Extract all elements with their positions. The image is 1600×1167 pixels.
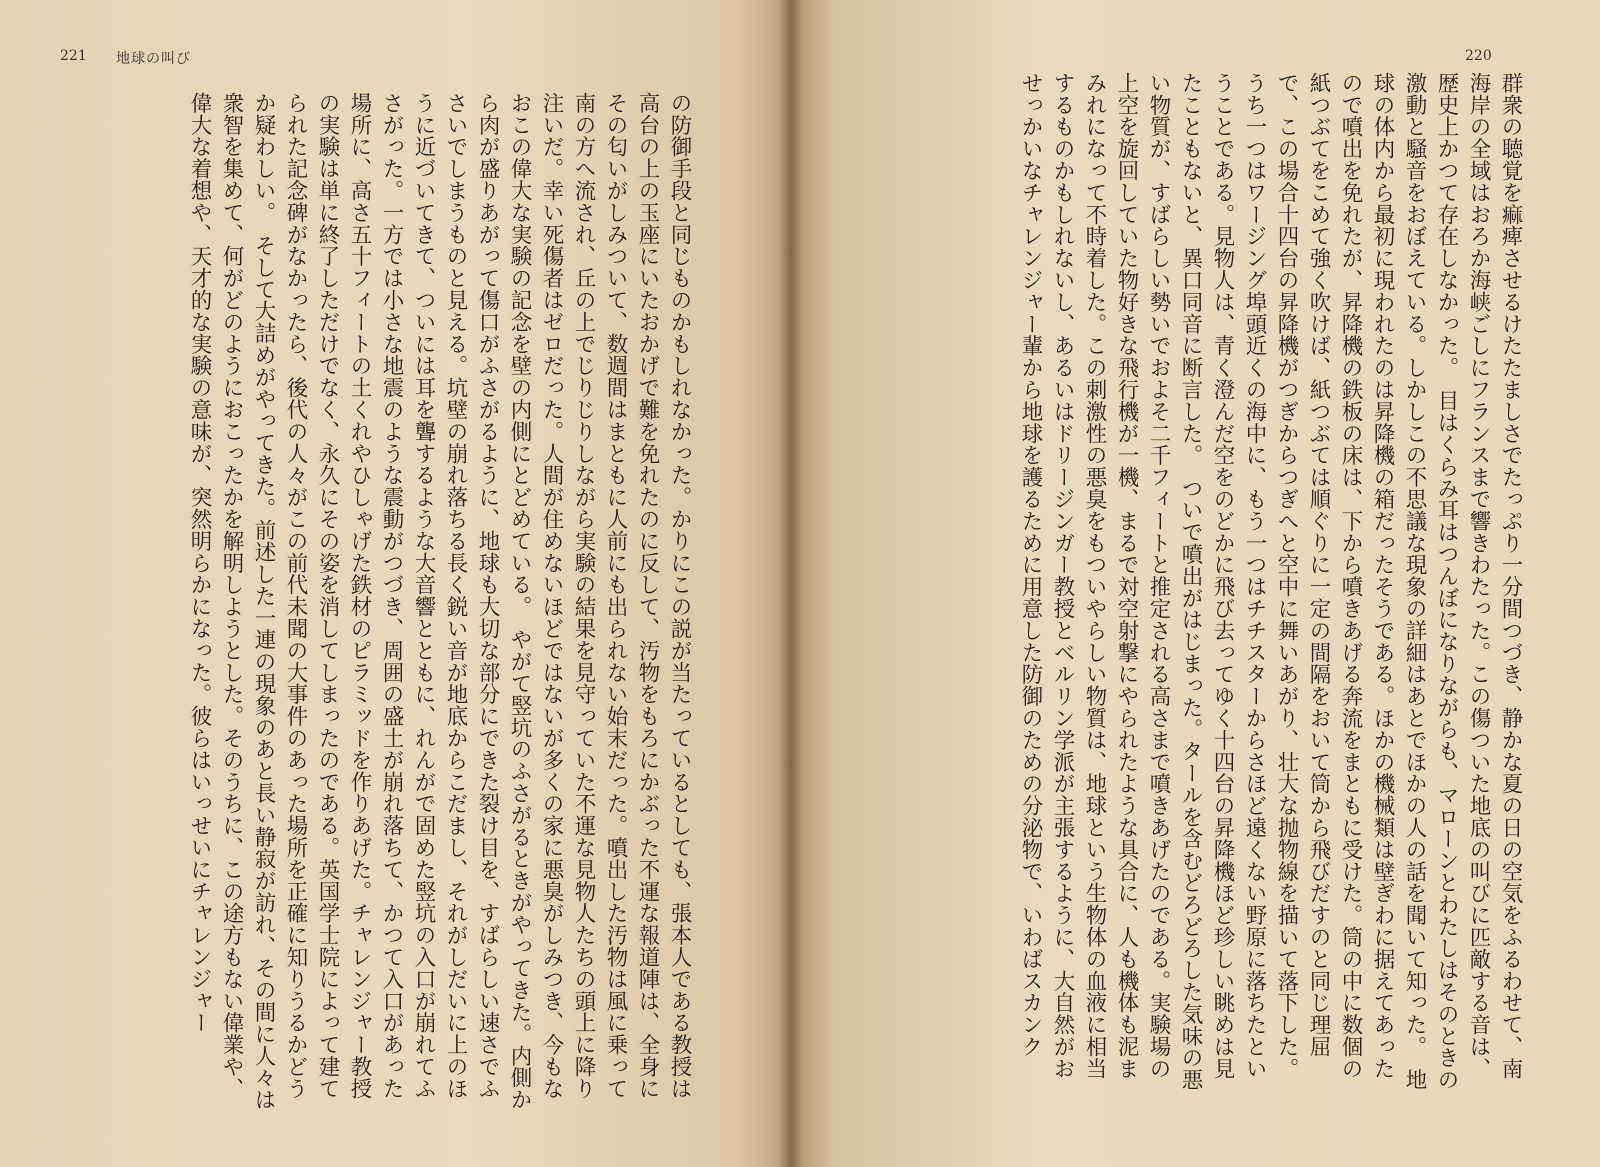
running-title: 地球の叫び <box>116 51 191 67</box>
right-body-text: 群衆の聴覚を痲痺させるけたたましさでたっぷり一分間つづき、静かな夏の日の空気をふるわせて、南海岸の全域はおろか海峡ごしにフランスまで響きわたった。この傷ついた地底の叫びに匹敵する音は、歴史上かつて存在しなかった。 目はくらみ耳はつんぼになりながらも、マローンとわたしはそのときの激動と騒音をおぼえている。しかしこの不思議な現象の詳細はあとでほかの人の話を聞いて知った。 地球の体内から最初に現われたのは昇降機の箱だったそうである。ほかの機械類は壁ぎわに据えてあったので噴出を免れたが、昇降機の鉄板の床は、下から噴きあげる奔流をまともに受けた。筒の中に数個の紙つぶてをこめて強く吹けば、紙つぶては順ぐりに一定の間隔をおいて筒から飛びだすのと同じ理屈で、この場合十四台の昇降機がつぎからつぎへと空中に舞いあがり、壮大な抛物線を描いて落下した。うち一つはワージング埠頭近くの海中に、もう一つはチチスターからさほど遠くない野原に落ちたということである。見物人は、青く澄んだ空をのどかに飛び去ってゆく十四台の昇降機ほど珍しい眺めは見たこともないと、異口同音に断言した。 ついで噴出がはじまった。タールを含むどろどろした気味の悪い物質が、すばらしい勢いでおよそ二千フィートと推定される高さまで噴きあげたのである。実験場の上空を旋回していた物好きな飛行機が一機、まるで対空射撃にやられたような具合に、人も機体も泥まみれになって不時着した。この刺激性の悪臭をもついやらしい物質は、地球という生物体の血液に相当するものかもしれないし、あるいはドリージンガー教授とベルリン学派が主張するように、大自然がおせっかいなチャレンジャー輩から地球を護るために用意した防御のための分泌物で、いわばスカンク <box>1018 72 1523 1091</box>
right-page-number: 220 <box>1465 48 1492 64</box>
left-page-body <box>150 92 695 1112</box>
left-page <box>0 0 790 1167</box>
right-page-body <box>836 72 1526 1092</box>
left-page-number: 221 <box>60 48 87 64</box>
book-gutter <box>778 0 802 1167</box>
left-body-text: の防御手段と同じものかもしれなかった。かりにこの説が当たっているとしても、張本人である教授は高台の上の玉座にいたおかげで難を免れたのに反して、汚物をもろにかぶった不運な報道陣は、全身にその匂いがしみついて、数週間はまともに人前にも出られない始末だった。噴出した汚物は風に乗って南の方へ流され、丘の上でじりじりしながら実験の結果を見守っていた不運な見物人たちの頭上に降り注いだ。幸い死傷者はゼロだった。人間が住めないほどではないが多くの家に悪臭がしみつき、今もなおこの偉大な実験の記念を壁の内側にとどめている。 やがて竪坑のふさがるときがやってきた。内側から肉が盛りあがって傷口がふさがるように、地球も大切な部分にできた裂け目を、すばらしい速さでふさいでしまうものと見える。坑壁の崩れ落ちる長く鋭い音が地底からこだまし、それがしだいに上のほうに近づいてきて、ついには耳を聾するような大音響とともに、れんがで固めた竪坑の入口が崩れてふさがった。一方では小さな地震のような震動がつづき、周囲の盛土が崩れ落ちて、かつて入口があった場所に、高さ五十フィートの土くれやひしゃげた鉄材のピラミッドを作りあげた。チャレンジャー教授の実験は単に終了しただけでなく、永久にその姿を消してしまったのである。英国学士院によって建てられた記念碑がなかったら、後代の人々がこの前代未聞の大事件のあった場所を正確に知りうるかどうか疑わしい。 そして大詰めがやってきた。前述した一連の現象のあと長い静寂が訪れ、その間に人々は衆智を集めて、何がどのようにおこったかを解明しようとした。そのうちに、この途方もない偉業や、偉大な着想や、天才的な実験の意味が、突然明らかになった。彼らはいっせいにチャレンジャー <box>187 92 692 1111</box>
